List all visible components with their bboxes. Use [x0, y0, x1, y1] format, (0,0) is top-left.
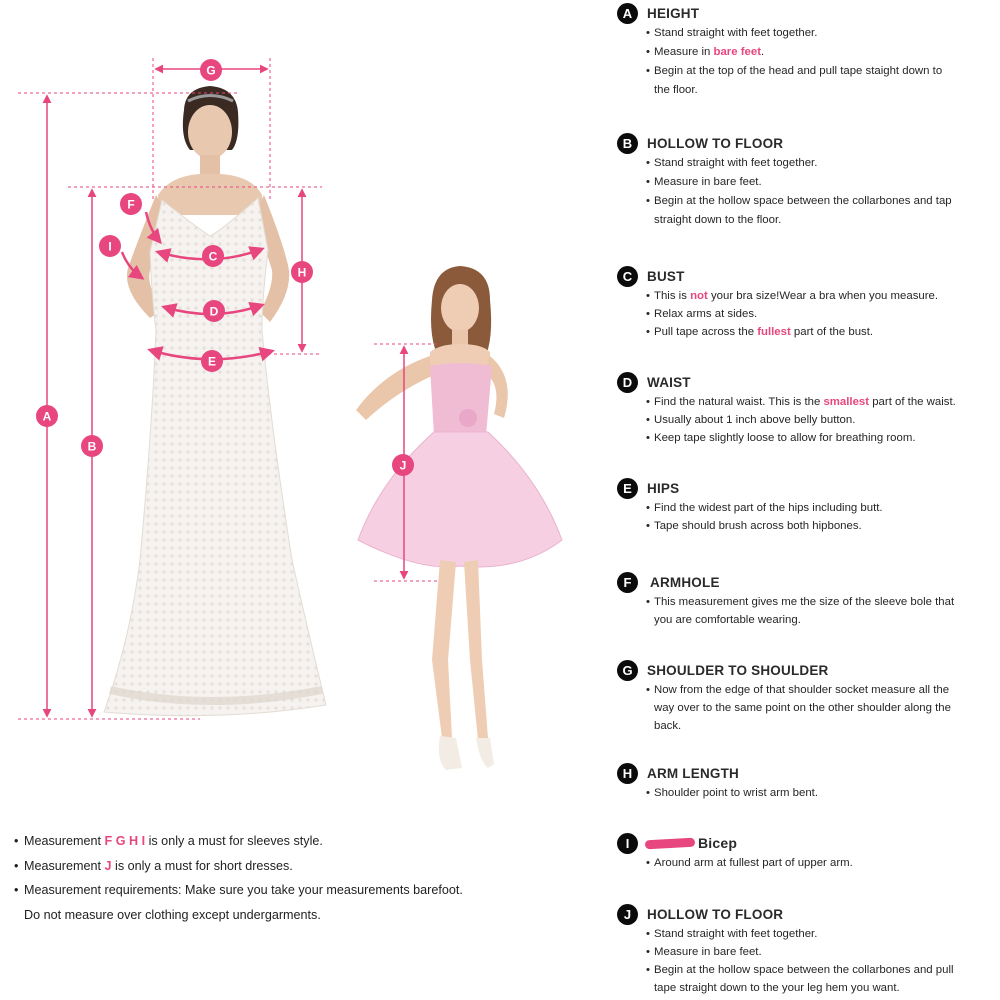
- bullet: • Shoulder point to wrist arm bent.: [617, 784, 995, 802]
- bride-face: [188, 105, 232, 159]
- badge-g-icon: G: [617, 660, 638, 681]
- section-title: Bicep: [698, 835, 738, 851]
- marker-d: [203, 300, 225, 322]
- svg-text:J: J: [399, 458, 407, 473]
- marker-c: [202, 245, 224, 267]
- girl-leg-right: [464, 560, 488, 740]
- section-title: ARM LENGTH: [647, 765, 739, 781]
- svg-text:A: A: [42, 409, 52, 424]
- marker-f: [120, 193, 142, 215]
- svg-text:I: I: [108, 239, 112, 254]
- bullet: • Pull tape across the fullest part of the bust.: [617, 323, 995, 341]
- note-short-dresses: • Measurement J is only a must for short dresses.: [14, 854, 574, 879]
- section-height: [617, 2, 995, 100]
- section-hollow-to-floor-short: [617, 903, 995, 997]
- section-title: HOLLOW TO FLOOR: [647, 906, 784, 922]
- bullet: • Find the widest part of the hips including butt.: [617, 499, 995, 517]
- section-shoulder-to-shoulder: [617, 659, 995, 735]
- section-bust: [617, 265, 995, 341]
- marker-i: [99, 235, 121, 257]
- marker-e: [201, 350, 223, 372]
- marker-h: [291, 261, 313, 283]
- section-title: HIPS: [647, 480, 680, 496]
- marker-a: [36, 405, 58, 427]
- note-letter-j: J: [104, 858, 112, 873]
- section-title: ARMHOLE: [650, 574, 720, 590]
- badge-i-icon: I: [617, 833, 638, 854]
- section-arm-length: [617, 762, 995, 802]
- girl-shoe-left: [439, 736, 462, 770]
- svg-text:B: B: [87, 439, 97, 454]
- svg-text:C: C: [208, 249, 218, 264]
- girl-shoe-right: [476, 738, 494, 768]
- bride-neck: [200, 155, 220, 177]
- bullet: • This is not your bra size!Wear a bra when you measure.: [617, 287, 995, 305]
- girl-bodice: [430, 363, 492, 436]
- badge-d-icon: D: [617, 372, 638, 393]
- svg-text:E: E: [207, 354, 217, 369]
- bullet: • Around arm at fullest part of upper arm.: [617, 854, 995, 872]
- measurement-figures: [0, 0, 600, 800]
- badge-b-icon: B: [617, 133, 638, 154]
- bullet: • Stand straight with feet together.: [617, 24, 995, 43]
- section-waist: [617, 371, 995, 447]
- badge-f-icon: F: [617, 572, 638, 593]
- bullet: • Stand straight with feet together.: [617, 925, 995, 943]
- bullet: • Usually about 1 inch above belly button.: [617, 411, 995, 429]
- badge-e-icon: E: [617, 478, 638, 499]
- girl-figure: [356, 266, 562, 770]
- svg-text:D: D: [209, 304, 219, 319]
- bullet: • Measure in bare feet.: [617, 943, 995, 961]
- bullet: • Keep tape slightly loose to allow for breathing room.: [617, 429, 995, 447]
- badge-c-icon: C: [617, 266, 638, 287]
- badge-j-icon: J: [617, 904, 638, 925]
- section-title: SHOULDER TO SHOULDER: [647, 662, 829, 678]
- girl-dress-flower: [459, 409, 477, 427]
- bullet: • Measure in bare feet.: [617, 173, 995, 192]
- bride-figure: [104, 86, 326, 716]
- redacted-scribble: [645, 837, 695, 849]
- bullet: • Begin at the top of the head and pull tape staight down to the floor.: [617, 62, 995, 100]
- svg-text:F: F: [127, 197, 135, 212]
- note-clothing: Do not measure over clothing except undergarments.: [24, 907, 321, 922]
- badge-a-icon: A: [617, 3, 638, 24]
- svg-text:H: H: [297, 265, 307, 280]
- section-bicep: [617, 832, 995, 872]
- bullet: • Relax arms at sides.: [617, 305, 995, 323]
- bullet: • Begin at the hollow space between the collarbones and tap straight down to the floor.: [617, 192, 995, 230]
- section-hollow-to-floor: [617, 132, 995, 230]
- girl-skirt: [358, 432, 562, 567]
- section-title: HEIGHT: [647, 5, 700, 21]
- bullet: • Tape should brush across both hipbones.: [617, 517, 995, 535]
- bullet: • Find the natural waist. This is the smallest part of the waist.: [617, 393, 995, 411]
- section-armhole: [617, 571, 995, 629]
- section-title: HOLLOW TO FLOOR: [647, 135, 784, 151]
- section-hips: [617, 477, 995, 535]
- marker-j: [392, 454, 414, 476]
- section-title: WAIST: [647, 374, 691, 390]
- note-requirements: • Measurement requirements: Make sure you take your measurements barefoot.: [14, 878, 574, 903]
- bullet: • Stand straight with feet together.: [617, 154, 995, 173]
- measurement-notes: [14, 829, 574, 927]
- marker-g: [200, 59, 222, 81]
- note-sleeves: • Measurement F G H I is only a must for sleeves style.: [14, 829, 574, 854]
- bullet: • Begin at the hollow space between the collarbones and pull tape straight down to the your leg hem you want.: [617, 961, 995, 997]
- bullet: • Measure in bare feet.: [617, 43, 995, 62]
- svg-text:G: G: [206, 63, 216, 78]
- bullet: • This measurement gives me the size of the sleeve bole that you are comfortable wearing.: [617, 593, 995, 629]
- girl-arm-left: [356, 356, 432, 420]
- section-title: BUST: [647, 268, 685, 284]
- girl-leg-left: [432, 560, 456, 738]
- girl-face: [441, 284, 479, 332]
- badge-h-icon: H: [617, 763, 638, 784]
- note-letters-fghi: F G H I: [104, 834, 146, 848]
- bullet: • Now from the edge of that shoulder socket measure all the way over to the same point on the other shoulder along the back.: [617, 681, 995, 735]
- marker-b: [81, 435, 103, 457]
